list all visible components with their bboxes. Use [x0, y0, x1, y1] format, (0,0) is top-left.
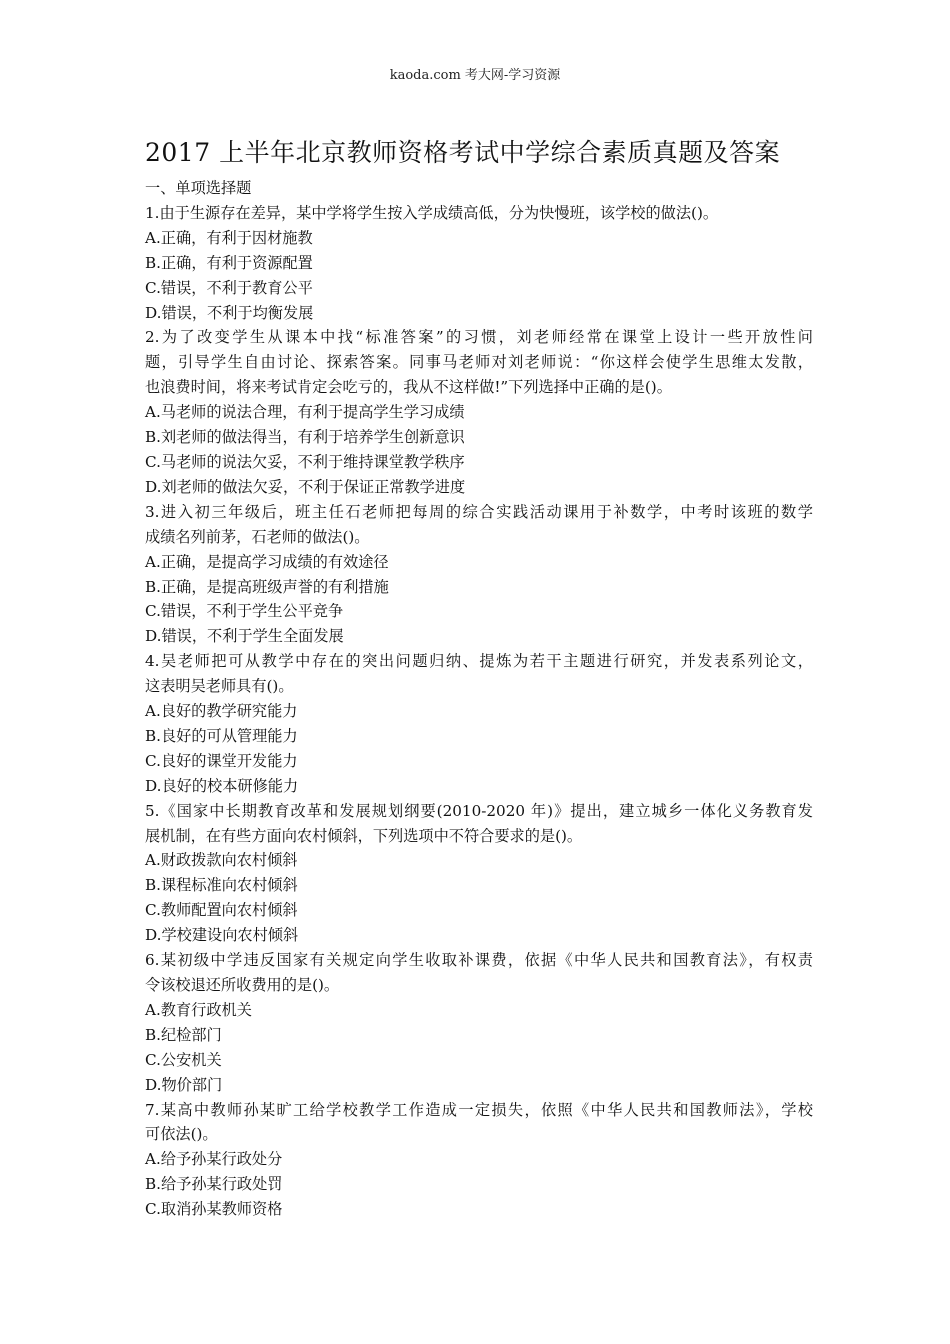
text-line: D.错误，不利于均衡发展 [145, 303, 314, 322]
text-line: A.正确，是提高学习成绩的有效途径 [145, 552, 389, 571]
text-line: 成绩名列前茅，石老师的做法()。 [145, 527, 370, 546]
text-line: D.刘老师的做法欠妥，不利于保证正常教学进度 [145, 477, 466, 496]
text-line: B.给予孙某行政处罚 [145, 1175, 283, 1194]
text-line: A.良好的教学研究能力 [145, 702, 298, 721]
page-header: kaoda.com 考大网-学习资源 [389, 68, 561, 83]
text-line: A.教育行政机关 [145, 1000, 252, 1019]
text-line: C.错误，不利于学生公平竞争 [145, 602, 344, 621]
text-line: D.良好的校本研修能力 [145, 776, 299, 795]
text-line: 可依法()。 [145, 1125, 218, 1144]
text-line: A.正确，有利于因材施教 [145, 228, 313, 247]
text-line: 题，引导学生自由讨论、探索答案。同事马老师对刘老师说：“你这样会使学生思维太发散， [145, 353, 813, 372]
text-line: C.取消孙某教师资格 [145, 1200, 283, 1219]
document-title: 2017 上半年北京教师资格考试中学综合素质真题及答案 [145, 138, 781, 167]
text-line: 3.进入初三年级后，班主任石老师把每周的综合实践活动课用于补数学，中考时该班的数学 [145, 502, 813, 521]
text-line: D.学校建设向农村倾斜 [145, 926, 299, 945]
text-line: B.正确，是提高班级声誉的有利措施 [145, 577, 389, 596]
text-line: 5.《国家中长期教育改革和发展规划纲要(2010-2020 年)》提出，建立城乡一体化义务教育发 [145, 801, 813, 820]
text-line: C.马老师的说法欠妥，不利于维持课堂教学秩序 [145, 452, 465, 471]
text-line: C.良好的课堂开发能力 [145, 751, 298, 770]
text-line: B.课程标准向农村倾斜 [145, 876, 298, 895]
text-line: D.错误，不利于学生全面发展 [145, 627, 344, 646]
text-line: B.正确，有利于资源配置 [145, 253, 313, 272]
text-line: C.公安机关 [145, 1050, 222, 1069]
text-line: 1.由于生源存在差异，某中学将学生按入学成绩高低，分为快慢班，该学校的做法()。 [145, 203, 719, 222]
text-line: C.教师配置向农村倾斜 [145, 901, 298, 920]
text-line: B.纪检部门 [145, 1025, 222, 1044]
text-line: 令该校退还所收费用的是()。 [145, 976, 340, 994]
text-line: 4.吴老师把可从教学中存在的突出问题归纳、提炼为若干主题进行研究，并发表系列论文， [145, 652, 813, 671]
text-line: 也浪费时间，将来考试肯定会吃亏的，我从不这样做!”下列选择中正确的是()。 [145, 378, 672, 397]
text-line: A.给予孙某行政处分 [145, 1150, 283, 1169]
text-line: D.物价部门 [145, 1075, 223, 1094]
text-line: 2.为了改变学生从课本中找“标准答案”的习惯，刘老师经常在课堂上设计一些开放性问 [145, 328, 813, 347]
text-line: C.错误，不利于教育公平 [145, 278, 313, 297]
text-line: A.马老师的说法合理，有利于提高学生学习成绩 [145, 403, 465, 422]
text-line: B.刘老师的做法得当，有利于培养学生创新意识 [145, 428, 465, 447]
text-line: 这表明吴老师具有()。 [145, 677, 294, 696]
text-line: 7.某高中教师孙某旷工给学校教学工作造成一定损失，依照《中华人民共和国教师法》，学校 [145, 1100, 813, 1119]
text-line: 6.某初级中学违反国家有关规定向学生收取补课费，依据《中华人民共和国教育法》，有权责 [145, 951, 813, 970]
text-line: B.良好的可从管理能力 [145, 726, 298, 745]
text-line: A.财政拨款向农村倾斜 [145, 851, 298, 870]
text-line: 展机制，在有些方面向农村倾斜，下列选项中不符合要求的是()。 [145, 826, 583, 845]
document-body [145, 176, 813, 1222]
text-line: 一、单项选择题 [145, 179, 252, 197]
